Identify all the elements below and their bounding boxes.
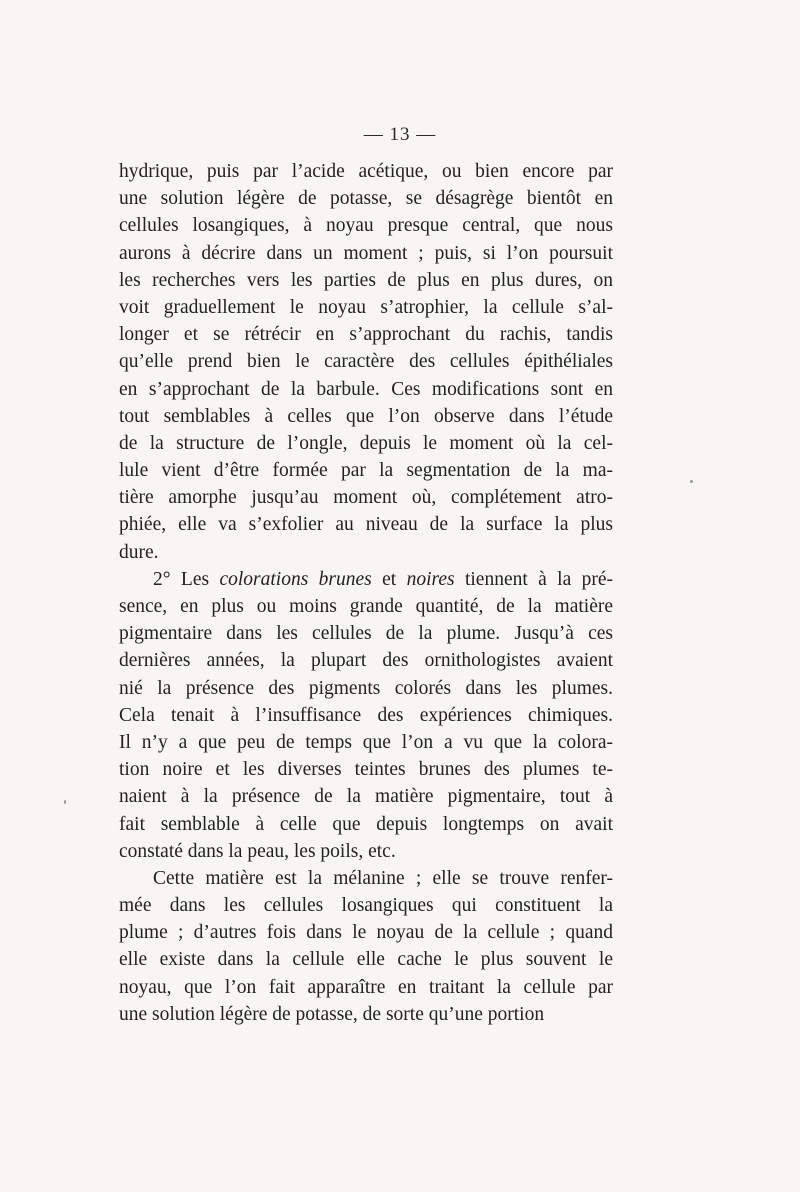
text-line (119, 430, 613, 457)
text-segment: phiée, elle va s’exfolier au niveau de la surface la plus (119, 514, 613, 536)
text-segment: lule vient d’être formée par la segmentation de la ma- (119, 460, 613, 482)
text-segment: mée dans les cellules losangiques qui constituent la (119, 895, 613, 917)
text-segment: et (371, 568, 407, 590)
text-line (119, 946, 613, 973)
text-line (119, 240, 613, 267)
text-line (119, 511, 613, 538)
text-line (119, 811, 613, 838)
text-line (119, 892, 613, 919)
text-segment: en s’approchant de la barbule. Ces modifications sont en (119, 378, 613, 400)
text-segment: tion noire et les diverses teintes brunes des plumes te- (119, 759, 613, 781)
text-segment: tière amorphe jusqu’au moment où, complétement atro- (119, 487, 613, 509)
text-line (119, 348, 613, 375)
text-line (119, 457, 613, 484)
text-segment: une solution légère de potasse, se désagrège bientôt en (119, 188, 613, 210)
text-segment: dernières années, la plupart des ornithologistes avaient (119, 650, 613, 672)
text-line (119, 865, 613, 892)
text-segment: les recherches vers les parties de plus en plus dures, on (119, 269, 613, 291)
text-segment: sence, en plus ou moins grande quantité, de la matière (119, 596, 613, 617)
text-segment: cellules losangiques, à noyau presque central, que nous (119, 215, 613, 237)
text-line (119, 729, 613, 756)
text-line (119, 212, 613, 239)
text-segment: elle existe dans la cellule elle cache le plus souvent le (119, 949, 613, 971)
text-line (119, 566, 613, 593)
text-line (119, 539, 613, 566)
text-segment: plume ; d’autres fois dans le noyau de la cellule ; quand (119, 922, 613, 944)
text-line (119, 321, 613, 348)
text-line (119, 783, 613, 810)
paper-speck (690, 480, 693, 483)
text-line (119, 647, 613, 674)
text-segment: nié la présence des pigments colorés dans les plumes. (119, 677, 613, 699)
text-segment: Cela tenait à l’insuffisance des expériences chimiques. (119, 704, 613, 726)
text-line (119, 185, 613, 212)
text-segment: constaté dans la peau, les poils, etc. (119, 840, 396, 862)
text-line (119, 593, 613, 620)
text-segment: Cette matière est la mélanine ; elle se trouve renfer- (153, 867, 613, 889)
text-line (119, 838, 613, 865)
text-line (119, 158, 613, 185)
text-line (119, 1001, 613, 1028)
text-segment: noyau, que l’on fait apparaître en traitant la cellule par (119, 976, 613, 998)
paper-speck (64, 800, 66, 804)
italic-phrase: colorations brunes (219, 568, 372, 590)
text-segment: hydrique, puis par l’acide acétique, ou bien encore par (119, 161, 613, 182)
text-segment: qu’elle prend bien le caractère des cellules épithéliales (119, 351, 613, 373)
page-number: — 13 — (363, 124, 437, 145)
text-line (119, 675, 613, 702)
text-line (119, 376, 613, 403)
italic-phrase: noires (406, 568, 455, 590)
text-segment: Il n’y a que peu de temps que l’on a vu que la colora- (119, 731, 613, 753)
text-segment: de la structure de l’ongle, depuis le moment où la cel- (119, 432, 613, 454)
text-segment: 2° Les (153, 568, 220, 590)
text-line (119, 267, 613, 294)
text-segment: dure. (119, 541, 159, 563)
text-segment: tout semblables à celles que l’on observe dans l’étude (119, 405, 613, 427)
body-text (119, 158, 613, 1028)
text-line (119, 620, 613, 647)
text-line (119, 974, 613, 1001)
text-segment: tiennent à la pré- (454, 568, 614, 590)
text-line (119, 919, 613, 946)
text-segment: une solution légère de potasse, de sorte qu’une portion (119, 1003, 545, 1025)
text-line (119, 484, 613, 511)
text-line (119, 403, 613, 430)
text-segment: aurons à décrire dans un moment ; puis, si l’on poursuit (119, 242, 613, 264)
text-segment: voit graduellement le noyau s’atrophier, la cellule s’al- (119, 296, 613, 318)
text-segment: fait semblable à celle que depuis longtemps on avait (119, 813, 613, 835)
text-segment: naient à la présence de la matière pigmentaire, tout à (119, 786, 613, 808)
text-segment: longer et se rétrécir en s’approchant du rachis, tandis (119, 324, 613, 346)
text-line (119, 702, 613, 729)
text-line (119, 294, 613, 321)
text-segment: pigmentaire dans les cellules de la plume. Jusqu’à ces (119, 623, 613, 645)
text-line (119, 756, 613, 783)
